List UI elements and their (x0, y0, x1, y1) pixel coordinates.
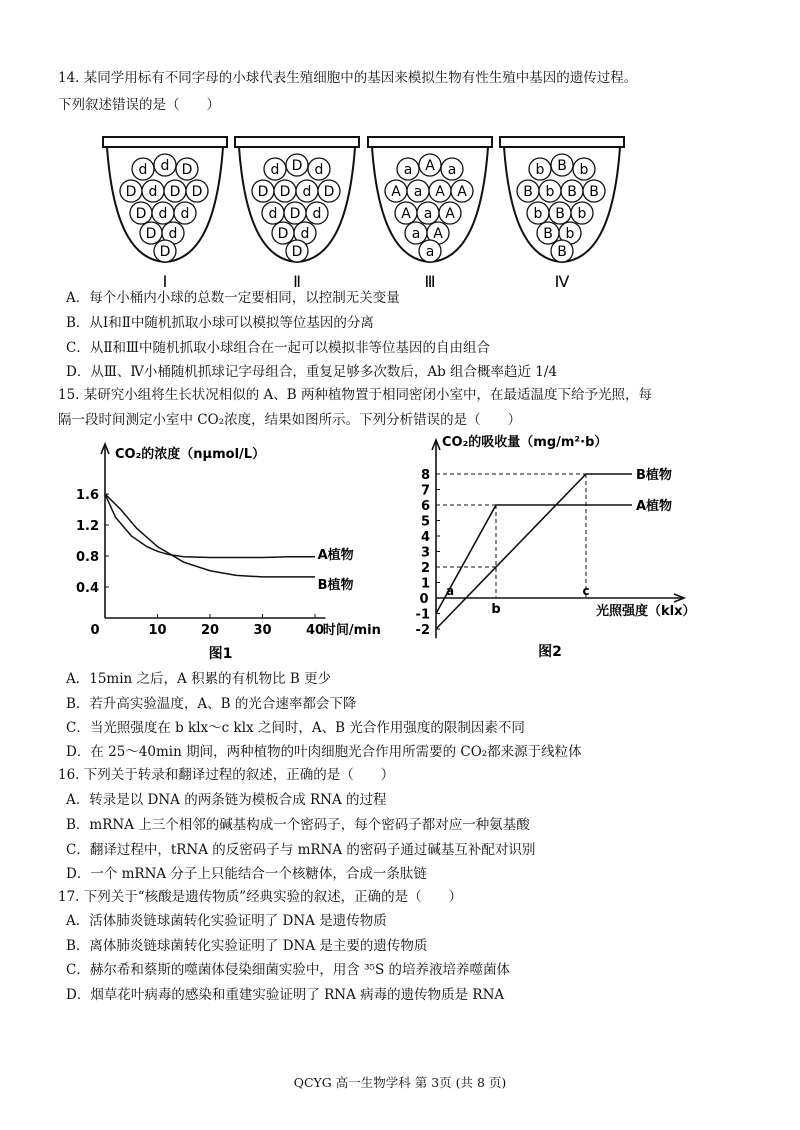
ball-letter: D (169, 184, 181, 200)
ball-letter: a (447, 162, 457, 178)
series-label-a: A植物 (636, 499, 673, 514)
ball-letter: D (135, 206, 147, 222)
bucket-rim (103, 137, 227, 147)
ball-letter: d (300, 226, 310, 242)
ball-letter: a (413, 184, 423, 200)
ball-letter: D (291, 244, 303, 260)
q14-stem-line1: 14. 某同学用标有不同字母的小球代表生殖细胞中的基因来模拟生物有性生殖中基因的遗传过程。 (58, 70, 638, 86)
ball-letter: B (523, 184, 533, 200)
q17-option-a: A．活体肺炎链球菌转化实验证明了 DNA 是遗传物质 (66, 913, 387, 929)
bucket-rim (235, 137, 359, 147)
ball-letter: A (457, 184, 467, 200)
ball-letter: a (403, 162, 413, 178)
bucket-rim (368, 137, 492, 147)
q16-stem: 16. 下列关于转录和翻译过程的叙述，正确的是（ ） (58, 767, 395, 783)
y-tick-label: 5 (420, 514, 430, 530)
bucket-4 (500, 137, 624, 291)
ball-letter: D (279, 184, 291, 200)
y-tick-label: 1.2 (75, 519, 99, 534)
ball-letter: b (565, 226, 575, 242)
bucket-3 (368, 137, 492, 291)
y-tick-label: -1 (415, 607, 430, 623)
q17-option-c: C．赫尔希和蔡斯的噬菌体侵染细菌实验中，用含 ³⁵S 的培养液培养噬菌体 (66, 962, 510, 978)
ball-letter: A (401, 206, 411, 222)
q17-stem: 17. 下列关于“核酸是遗传物质”经典实验的叙述，正确的是（ ） (58, 889, 463, 905)
ball-letter: B (555, 206, 565, 222)
x-tick-label: c (582, 584, 590, 598)
ball-letter: D (257, 184, 269, 200)
ball-letter: a (423, 206, 433, 222)
ball-letter: D (125, 184, 137, 200)
figure-caption: 图2 (538, 644, 562, 660)
ball-letter: a (411, 226, 421, 242)
bucket-label: Ⅰ (162, 272, 168, 291)
ball-letter: A (445, 206, 455, 222)
ball-letter: D (145, 226, 157, 242)
ball-letter: d (148, 184, 158, 200)
q17-option-b: B．离体肺炎链球菌转化实验证明了 DNA 是主要的遗传物质 (66, 938, 428, 954)
x-tick-label: b (491, 602, 501, 617)
y-axis-label: CO₂的浓度（nμmol/L） (115, 447, 266, 462)
ball-letter: D (323, 184, 335, 200)
q15-option-d: D．在 25～40min 期间，两种植物的叶肉细胞光合作用所需要的 CO₂都来源于线粒体 (66, 744, 582, 760)
ball-letter: D (191, 184, 203, 200)
gene-bucket-figure (0, 130, 800, 295)
ball-letter: d (168, 226, 178, 242)
y-tick-label: 7 (420, 483, 430, 499)
bucket-1 (103, 137, 227, 291)
bucket-label: Ⅱ (293, 272, 301, 291)
bucket-rim (500, 137, 624, 147)
x-axis-label: 时间/min (322, 623, 381, 638)
figure1-chart (60, 428, 390, 663)
ball-letter: a (425, 244, 435, 260)
y-tick-label: 8 (420, 468, 430, 483)
x-tick-label: 20 (200, 623, 220, 638)
ball-letter: D (277, 226, 289, 242)
q14-option-c: C．从Ⅱ和Ⅲ中随机抓取小球组合在一起可以模拟非等位基因的自由组合 (66, 340, 491, 356)
y-tick-label: -2 (415, 623, 430, 638)
series-line-b (105, 494, 315, 577)
y-tick-label: 0.8 (75, 550, 99, 565)
ball-letter: d (160, 158, 170, 174)
q15-stem-line1: 15. 某研究小组将生长状况相似的 A、B 两种植物置于相同密闭小室中，在最适温度下给予光照，每 (58, 387, 653, 403)
ball-letter: A (391, 184, 401, 200)
ball-letter: d (314, 162, 324, 178)
q14-option-d: D．从Ⅲ、Ⅳ小桶随机抓球记字母组合，重复足够多次数后，Ab 组合概率趋近 1/4 (66, 364, 558, 380)
ball-letter: A (435, 184, 445, 200)
figure2-chart (400, 428, 720, 668)
series-label-b: B植物 (317, 577, 354, 593)
ball-letter: D (159, 244, 171, 260)
q16-option-c: C．翻译过程中，tRNA 的反密码子与 mRNA 的密码子通过碱基互补配对识别 (66, 842, 536, 858)
q15-option-c: C．当光照强度在 b klx～c klx 之间时，A、B 光合作用强度的限制因素不同 (66, 720, 525, 736)
ball-letter: D (291, 158, 303, 174)
y-tick-label: 1 (420, 576, 430, 592)
y-tick-label: 0.4 (75, 581, 99, 596)
ball-letter: b (577, 206, 587, 222)
y-tick-label: 6 (420, 499, 430, 514)
y-tick-label: 1.6 (75, 488, 99, 503)
ball-letter: A (425, 158, 435, 174)
y-axis-label: CO₂的吸收量（mg/m²·b） (442, 435, 608, 450)
y-tick-label: 3 (420, 545, 430, 561)
ball-letter: B (557, 158, 567, 174)
q17-option-d: D．烟草花叶病毒的感染和重建实验证明了 RNA 病毒的遗传物质是 RNA (66, 987, 505, 1003)
ball-letter: d (302, 184, 312, 200)
x-tick-label: 40 (305, 623, 325, 638)
series-line-a (105, 494, 315, 558)
bucket-label: Ⅳ (554, 272, 570, 291)
ball-letter: d (138, 162, 148, 178)
ball-letter: D (181, 162, 193, 178)
ball-letter: B (589, 184, 599, 200)
ball-letter: b (579, 162, 589, 178)
q16-option-a: A．转录是以 DNA 的两条链为模板合成 RNA 的过程 (66, 792, 387, 808)
ball-letter: D (289, 206, 301, 222)
page-footer: QCYG 高一生物学科 第 3页 (共 8 页) (293, 1075, 507, 1090)
origin-label: 0 (90, 623, 100, 638)
ball-letter: d (312, 206, 322, 222)
ball-letter: d (180, 206, 190, 222)
y-tick-label: 2 (420, 561, 430, 576)
q15-stem-line2: 隔一段时间测定小室中 CO₂浓度，结果如图所示。下列分析错误的是（ ） (58, 412, 522, 428)
figure-caption: 图1 (208, 646, 233, 662)
x-tick-label: 10 (148, 623, 167, 638)
ball-letter: B (567, 184, 577, 200)
ball-letter: A (433, 226, 443, 242)
ball-letter: d (268, 206, 278, 222)
ball-letter: d (270, 162, 280, 178)
ball-letter: d (158, 206, 168, 222)
ball-letter: B (543, 226, 553, 242)
ball-letter: b (545, 184, 555, 200)
q15-option-b: B．若升高实验温度，A、B 的光合速率都会下降 (66, 696, 357, 712)
series-label-a: A植物 (317, 547, 354, 563)
q14-option-a: A．每个小桶内小球的总数一定要相同，以控制无关变量 (66, 290, 400, 306)
origin-label: 0 (419, 592, 429, 607)
x-axis-label: 光照强度（klx） (596, 604, 696, 619)
series-label-b: B植物 (636, 468, 672, 483)
q14-option-b: B．从Ⅰ和Ⅱ中随机抓取小球可以模拟等位基因的分离 (66, 315, 374, 331)
y-tick-label: 4 (420, 530, 430, 545)
x-tick-label: a (445, 584, 455, 598)
ball-letter: b (533, 206, 543, 222)
bucket-2 (235, 137, 359, 291)
q15-option-a: A．15min 之后，A 积累的有机物比 B 更少 (66, 671, 332, 687)
ball-letter: b (535, 162, 545, 178)
q16-option-d: D．一个 mRNA 分子上只能结合一个核糖体，合成一条肽链 (66, 866, 427, 882)
q16-option-b: B．mRNA 上三个相邻的碱基构成一个密码子，每个密码子都对应一种氨基酸 (66, 817, 530, 833)
x-tick-label: 30 (253, 623, 272, 638)
bucket-label: Ⅲ (424, 272, 436, 291)
q14-stem-line2: 下列叙述错误的是（ ） (58, 97, 220, 113)
ball-letter: B (557, 244, 567, 260)
